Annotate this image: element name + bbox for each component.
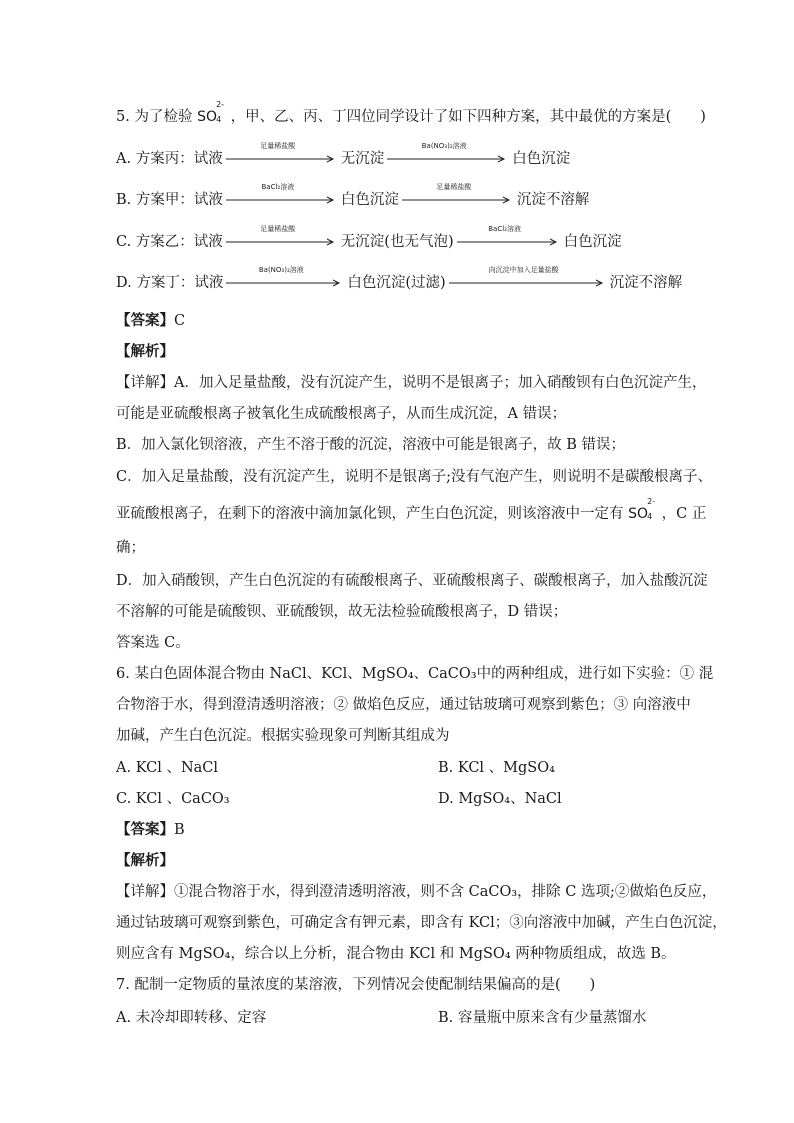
arrow-icon xyxy=(226,155,338,163)
arrow-label: BaCl₂溶液 xyxy=(261,183,295,191)
q5-detail-line: D．加入硝酸钡，产生白色沉淀的有硫酸根离子、亚硫酸根离子、碳酸根离子，加入盐酸沉淀 xyxy=(116,573,708,589)
q5-detail-line: 不溶解的可能是硫酸钡、亚硫酸钡，故无法检验硫酸根离子，D 错误； xyxy=(116,604,568,620)
arrow-icon xyxy=(226,238,338,246)
reaction-arrow xyxy=(402,183,514,204)
arrow-label: Ba(NO₃)₂溶液 xyxy=(421,142,467,150)
arrow-label: BaCl₂溶液 xyxy=(488,225,521,233)
option-label: B. 方案甲：试液 xyxy=(116,192,223,208)
intermediate-result: 白色沉淀(过滤) xyxy=(347,275,446,291)
sulfate-ion-formula xyxy=(197,100,226,127)
q6-analysis-tag: 【解析】 xyxy=(116,852,174,869)
ion-symbol: SO xyxy=(197,109,217,125)
reaction-arrow xyxy=(226,225,338,246)
q5-option-c xyxy=(116,225,622,252)
q6-detail-line: 则应含有 MgSO₄，综合以上分析，混合物由 KCl 和 MgSO₄ 两种物质组成，故选 B。 xyxy=(116,946,676,962)
q5-detail-line: 【详解】A．加入足量盐酸，没有沉淀产生，说明不是银离子；加入硝酸钡有白色沉淀产生， xyxy=(116,375,707,391)
ion-charge: 2- xyxy=(647,497,656,506)
q6-option-d: D. MgSO₄、NaCl xyxy=(438,791,562,807)
q6-stem-line: 合物溶于水，得到澄清透明溶液；② 做焰色反应，通过钴玻璃可观察到紫色；③ 向溶液中 xyxy=(116,697,691,713)
q6-stem-line: 加碱，产生白色沉淀。根据实验现象可判断其组成为 xyxy=(116,728,450,744)
q6-option-b: B. KCl 、MgSO₄ xyxy=(438,760,555,776)
q5-conclusion: 答案选 C。 xyxy=(116,635,190,651)
intermediate-result: 无沉淀(也无气泡) xyxy=(340,234,454,250)
q5-detail-line: 确； xyxy=(116,540,145,556)
final-result: 沉淀不溶解 xyxy=(609,275,683,291)
ion-symbol: SO xyxy=(628,506,649,522)
ion-subscript: 4 xyxy=(216,115,222,124)
reaction-arrow xyxy=(457,225,561,246)
arrow-label: 足量稀盐酸 xyxy=(260,142,296,150)
q5-option-b xyxy=(116,183,590,210)
q6-option-a: A. KCl 、NaCl xyxy=(116,760,219,776)
q6-option-c: C. KCl 、CaCO₃ xyxy=(116,791,230,807)
arrow-icon xyxy=(226,279,344,287)
reaction-arrow xyxy=(449,266,607,287)
q5-option-a xyxy=(116,142,571,169)
q5-detail-line: 可能是亚硫酸根离子被氧化生成硫酸根离子，从而生成沉淀，A 错误； xyxy=(116,406,567,422)
intermediate-result: 白色沉淀 xyxy=(340,192,399,208)
q5-answer xyxy=(116,311,185,331)
q5-stem-start: 5. 为了检验 xyxy=(116,109,193,125)
intermediate-result: 无沉淀 xyxy=(340,151,385,167)
arrow-icon xyxy=(457,238,561,246)
arrow-label: 向沉淀中加入足量盐酸 xyxy=(488,266,559,274)
arrow-label: 足量稀盐酸 xyxy=(260,225,296,233)
arrow-label: 足量稀盐酸 xyxy=(436,183,472,191)
arrow-icon xyxy=(387,155,509,163)
q5-stem-end: ，甲、乙、丙、丁四位同学设计了如下四种方案，其中最优的方案是( ) xyxy=(230,109,706,125)
detail-text: 亚硫酸根离子，在剩下的溶液中滴加氯化钡，产生白色沉淀，则该溶液中一定有 xyxy=(116,506,624,522)
q6-detail-line: 【详解】①混合物溶于水，得到澄清透明溶液，则不含 CaCO₃，排除 C 选项;②做焰色反应， xyxy=(116,884,717,900)
reaction-arrow xyxy=(226,183,338,204)
ion-subscript: 4 xyxy=(647,512,653,521)
q5-option-d xyxy=(116,266,683,293)
q5-detail-line: B．加入氯化钡溶液，产生不溶于酸的沉淀，溶液中可能是银离子，故 B 错误； xyxy=(116,437,626,453)
q7-option-b: B. 容量瓶中原来含有少量蒸馏水 xyxy=(438,1010,647,1026)
q6-answer xyxy=(116,820,185,840)
q7-option-a: A. 未冷却即转移、定容 xyxy=(116,1010,267,1026)
q6-stem-line: 6. 某白色固体混合物由 NaCl、KCl、MgSO₄、CaCO₃中的两种组成，进行如下实验：① 混 xyxy=(116,666,714,682)
answer-tag: 【答案】 xyxy=(116,312,174,329)
final-result: 沉淀不溶解 xyxy=(516,192,590,208)
arrow-icon xyxy=(449,279,607,287)
q7-stem: 7. 配制一定物质的量浓度的某溶液，下列情况会使配制结果偏高的是( ) xyxy=(116,977,596,993)
option-label: D. 方案丁：试液 xyxy=(116,275,224,291)
q6-detail-line: 通过钴玻璃可观察到紫色，可确定含有钾元素，即含有 KCl；③向溶液中加碱，产生白色沉淀， xyxy=(116,915,727,931)
final-result: 白色沉淀 xyxy=(563,234,622,250)
option-label: A. 方案丙：试液 xyxy=(116,151,223,167)
detail-text: ，C 正 xyxy=(661,506,707,522)
reaction-arrow xyxy=(226,266,344,287)
reaction-arrow xyxy=(387,142,509,163)
arrow-icon xyxy=(226,196,338,204)
q5-analysis-tag: 【解析】 xyxy=(116,343,174,360)
final-result: 白色沉淀 xyxy=(512,151,571,167)
ion-charge: 2- xyxy=(216,100,225,109)
answer-tag: 【答案】 xyxy=(116,821,174,838)
answer-value: B xyxy=(174,822,185,838)
arrow-label: Ba(NO₃)₂溶液 xyxy=(258,266,304,274)
q5-detail-line xyxy=(116,497,707,524)
reaction-arrow xyxy=(226,142,338,163)
answer-value: C xyxy=(174,313,186,329)
arrow-icon xyxy=(402,196,514,204)
q5-detail-line: C．加入足量盐酸，没有沉淀产生，说明不是银离子;没有气泡产生，则说明不是碳酸根离子、 xyxy=(116,469,712,485)
sulfate-ion-formula xyxy=(628,497,657,524)
option-label: C. 方案乙：试液 xyxy=(116,234,223,250)
q5-stem xyxy=(116,100,706,127)
